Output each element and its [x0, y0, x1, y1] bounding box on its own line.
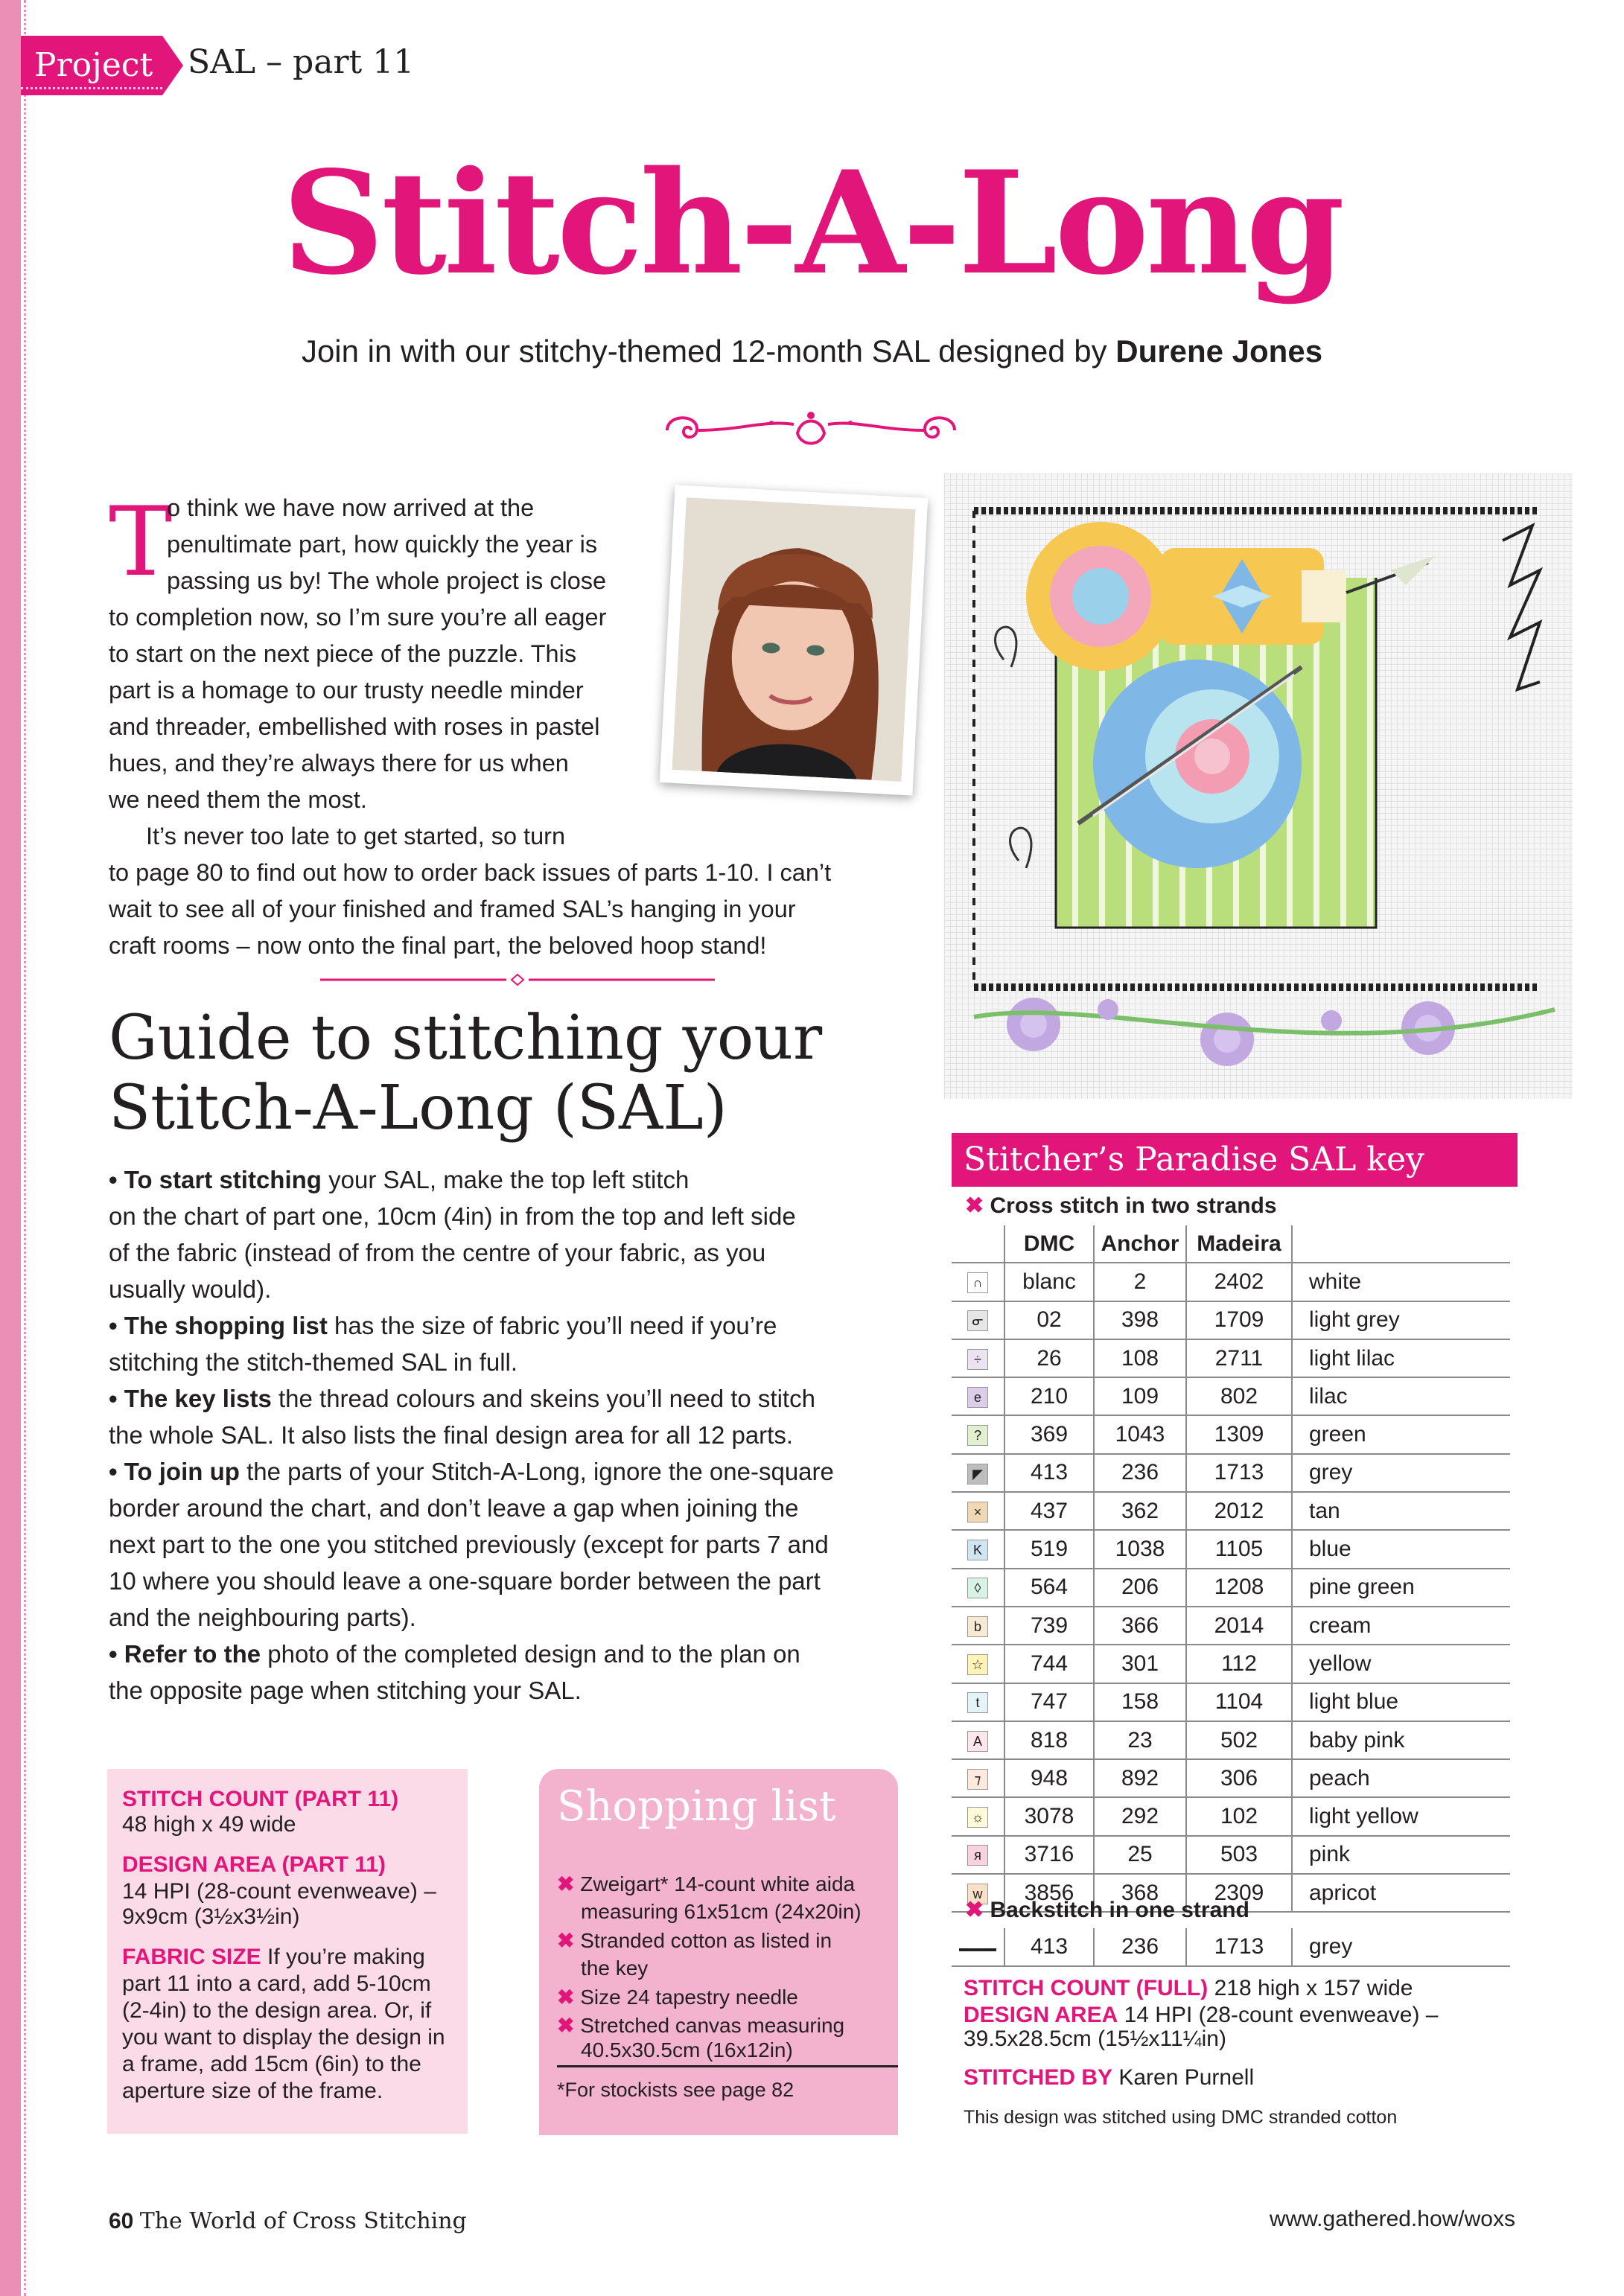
line-symbol: [959, 1946, 996, 1954]
guide-line: [109, 1275, 271, 1304]
colour-name-cell: light blue: [1292, 1683, 1510, 1721]
table-row: [952, 1415, 1510, 1453]
strapline-text: Join in with our stitchy-themed 12-month SAL designed by: [301, 334, 1116, 369]
guide-line: [109, 1677, 582, 1705]
anchor-cell: 109: [1094, 1377, 1186, 1415]
stitch-count-value: 48 high x 49 wide: [122, 1812, 296, 1837]
shopping-item: [557, 1928, 832, 1953]
guide-text: on the chart of part one, 10cm (4in) in from the top and left side: [109, 1202, 796, 1230]
table-row: [952, 1263, 1510, 1301]
symbol-cell: [952, 1530, 1004, 1568]
dmc-cell: blanc: [1004, 1263, 1094, 1301]
colour-name-cell: baby pink: [1292, 1721, 1510, 1759]
symbol-column-header: [952, 1225, 1004, 1263]
madeira-cell: 503: [1186, 1836, 1292, 1874]
shopping-item-text: the key: [581, 1957, 649, 1980]
cross-stitch-label-text: Cross stitch in two strands: [990, 1193, 1277, 1218]
chart-symbol-icon: ⁊: [967, 1769, 988, 1790]
dmc-cell: 437: [1004, 1492, 1094, 1530]
symbol-cell: [952, 1263, 1004, 1301]
table-row: [952, 1759, 1510, 1797]
anchor-column-header: Anchor: [1094, 1225, 1186, 1263]
guide-line: [109, 1348, 518, 1377]
shopping-item-text: 40.5x30.5cm (16x12in): [581, 2038, 793, 2061]
colour-name-cell: cream: [1292, 1607, 1510, 1645]
symbol-cell: [952, 1607, 1004, 1645]
stitch-count-label: STITCH COUNT (PART 11): [122, 1787, 399, 1811]
anchor-cell: 2: [1094, 1263, 1186, 1301]
chart-symbol-icon: я: [967, 1845, 988, 1866]
dmc-cell: 564: [1004, 1569, 1094, 1607]
madeira-column-header: Madeira: [1186, 1225, 1292, 1263]
guide-text: the parts of your Stitch-A-Long, ignore the one-square: [239, 1458, 834, 1485]
guide-line: [109, 1604, 416, 1632]
colour-name-cell: peach: [1292, 1759, 1510, 1797]
fabric-size-text: (2-4in) to the design area. Or, if: [122, 1998, 432, 2023]
fabric-size-text: a frame, add 15cm (6in) to the: [122, 2052, 421, 2076]
guide-line: [109, 1202, 796, 1231]
guide-line: [109, 1385, 815, 1413]
table-row: [952, 1928, 1510, 1966]
guide-bold: • The key lists: [109, 1385, 272, 1412]
intro-line: hues, and they’re always there for us when: [109, 750, 569, 777]
fabric-size-text: you want to display the design in: [122, 2025, 445, 2050]
guide-bold: • Refer to the: [109, 1640, 261, 1668]
symbol-cell: [952, 1683, 1004, 1721]
chart-symbol-icon: ∩: [967, 1272, 988, 1293]
chart-symbol-icon: w: [967, 1884, 988, 1904]
shopping-item-text: Stretched canvas measuring: [580, 2014, 845, 2037]
symbol-cell: [952, 1415, 1004, 1453]
backstitch-table: [952, 1928, 1510, 1967]
table-row: [952, 1377, 1510, 1415]
table-row: [952, 1836, 1510, 1874]
shopping-item-text: Zweigart* 14-count white aida: [580, 1872, 856, 1895]
colour-name-cell: pink: [1292, 1836, 1510, 1874]
table-row: [952, 1569, 1510, 1607]
anchor-cell: 292: [1094, 1797, 1186, 1835]
symbol-cell: [952, 1721, 1004, 1759]
colour-name-cell: blue: [1292, 1530, 1510, 1568]
guide-text: the opposite page when stitching your SAL.: [109, 1677, 582, 1704]
shopping-item: [557, 1985, 798, 2009]
key-header-row: [952, 1225, 1510, 1263]
madeira-cell: 1709: [1186, 1301, 1292, 1339]
symbol-cell: [952, 1454, 1004, 1492]
fabric-size-label: FABRIC SIZE: [122, 1945, 261, 1969]
name-column-header: [1292, 1225, 1510, 1263]
dmc-cell: 739: [1004, 1607, 1094, 1645]
table-row: [952, 1492, 1510, 1530]
colour-name-cell: light grey: [1292, 1301, 1510, 1339]
design-note: This design was stitched using DMC stranded cotton: [964, 2107, 1398, 2128]
stockists-note: *For stockists see page 82: [557, 2079, 795, 2101]
symbol-cell: [952, 1377, 1004, 1415]
backstitch-label: [965, 1897, 1249, 1923]
madeira-cell: 112: [1186, 1645, 1292, 1683]
anchor-cell: 362: [1094, 1492, 1186, 1530]
madeira-cell: 802: [1186, 1377, 1292, 1415]
chart-symbol-icon: t: [967, 1692, 988, 1713]
guide-line: [109, 1531, 829, 1559]
anchor-cell: 158: [1094, 1683, 1186, 1721]
guide-text: border around the chart, and don’t leave a gap when joining the: [109, 1494, 799, 1522]
chart-symbol-icon: A: [967, 1731, 988, 1752]
intro-line: part is a homage to our trusty needle minder: [109, 677, 584, 704]
guide-text: and the neighbouring parts).: [109, 1604, 416, 1631]
guide-line: [109, 1640, 800, 1668]
colour-name-cell: pine green: [1292, 1569, 1510, 1607]
madeira-cell: 2711: [1186, 1339, 1292, 1377]
guide-text: next part to the one you stitched previously (except for parts 7 and: [109, 1531, 829, 1558]
intro-line: wait to see all of your finished and framed SAL’s hanging in your: [109, 896, 796, 922]
guide-heading-line: Guide to stitching your: [109, 1003, 823, 1074]
anchor-cell: 301: [1094, 1645, 1186, 1683]
guide-text: usually would).: [109, 1275, 272, 1303]
page-folio: [109, 2208, 467, 2234]
strapline-author: Durene Jones: [1115, 334, 1323, 369]
tab-stitch-line: [21, 87, 162, 89]
magazine-name: The World of Cross Stitching: [139, 2208, 467, 2234]
madeira-cell: 1208: [1186, 1569, 1292, 1607]
madeira-cell: 1713: [1186, 1454, 1292, 1492]
table-row: [952, 1339, 1510, 1377]
intro-line: we need them the most.: [109, 786, 367, 813]
dmc-cell: 744: [1004, 1645, 1094, 1683]
guide-line: [109, 1494, 799, 1522]
flourish-ornament: [652, 408, 969, 453]
madeira-cell: 2014: [1186, 1607, 1292, 1645]
cross-bullet-icon: ✖: [557, 1872, 575, 1895]
anchor-cell: 1038: [1094, 1530, 1186, 1568]
guide-text: the thread colours and skeins you’ll need to stitch: [271, 1385, 815, 1412]
symbol-cell: [952, 1645, 1004, 1683]
guide-bold: • The shopping list: [109, 1312, 328, 1339]
chart-symbol-icon: ×: [967, 1502, 988, 1522]
chart-symbol-icon: ◊: [967, 1578, 988, 1598]
table-row: [952, 1721, 1510, 1759]
key-heading: Stitcher’s Paradise SAL key: [952, 1133, 1518, 1187]
madeira-cell: 2309: [1186, 1874, 1292, 1912]
guide-line: [109, 1567, 821, 1595]
anchor-cell: 108: [1094, 1339, 1186, 1377]
symbol-cell: [952, 1569, 1004, 1607]
dmc-cell: 26: [1004, 1339, 1094, 1377]
colour-name-cell: lilac: [1292, 1377, 1510, 1415]
shopping-item: [557, 1872, 855, 1896]
chart-symbol-icon: ᓂ: [967, 1310, 988, 1331]
intro-line: It’s never too late to get started, so turn: [146, 823, 566, 849]
dmc-cell: 413: [1004, 1928, 1094, 1966]
symbol-cell: [952, 1301, 1004, 1339]
fabric-size-line: [122, 1945, 425, 1970]
intro-line: passing us by! The whole project is close: [167, 567, 607, 594]
stitched-by-label: STITCHED BY: [964, 2065, 1113, 2090]
design-area-value: 14 HPI (28-count evenweave) –: [122, 1879, 436, 1904]
dmc-cell: 3078: [1004, 1797, 1094, 1835]
strapline: [0, 334, 1624, 369]
madeira-cell: 1713: [1186, 1928, 1292, 1966]
table-row: [952, 1645, 1510, 1683]
full-design-area-value: 39.5x28.5cm (15½x11¼in): [964, 2026, 1226, 2051]
intro-line: penultimate part, how quickly the year is: [167, 531, 598, 558]
dmc-cell: 3716: [1004, 1836, 1094, 1874]
cross-bullet-icon: ✖: [557, 1929, 575, 1952]
chart-symbol-icon: ☼: [967, 1807, 988, 1828]
section-tab: [21, 36, 162, 95]
guide-text: of the fabric (instead of from the centre of your fabric, as you: [109, 1239, 766, 1266]
shopping-list-box: [539, 1769, 898, 2135]
full-design-area-value: 14 HPI (28-count evenweave) –: [1118, 2003, 1439, 2027]
dmc-cell: 02: [1004, 1301, 1094, 1339]
colour-name-cell: light yellow: [1292, 1797, 1510, 1835]
anchor-cell: 1043: [1094, 1415, 1186, 1453]
table-row: [952, 1607, 1510, 1645]
table-row: [952, 1797, 1510, 1835]
intro-line: to page 80 to find out how to order back issues of parts 1-10. I can’t: [109, 859, 832, 886]
page-number: 60: [109, 2209, 134, 2233]
full-stitch-count-value: 218 high x 157 wide: [1208, 1976, 1413, 2000]
colour-name-cell: apricot: [1292, 1874, 1510, 1912]
shopping-rule: [557, 2065, 898, 2067]
anchor-cell: 368: [1094, 1874, 1186, 1912]
stitched-design-photo: [944, 473, 1573, 1099]
anchor-cell: 23: [1094, 1721, 1186, 1759]
guide-line: [109, 1239, 765, 1267]
chart-symbol-icon: ÷: [967, 1349, 988, 1370]
design-area-value: 9x9cm (3½x3½in): [122, 1904, 300, 1929]
cross-bullet-icon: ✖: [965, 1898, 984, 1922]
guide-heading-line: Stitch-A-Long (SAL): [109, 1073, 727, 1144]
anchor-cell: 892: [1094, 1759, 1186, 1797]
drop-cap: T: [109, 487, 173, 598]
chart-symbol-icon: ?: [967, 1425, 988, 1446]
colour-name-cell: grey: [1292, 1454, 1510, 1492]
anchor-cell: 25: [1094, 1836, 1186, 1874]
table-row: [952, 1454, 1510, 1492]
section-divider: [320, 972, 715, 987]
dmc-cell: 413: [1004, 1454, 1094, 1492]
dmc-cell: 519: [1004, 1530, 1094, 1568]
symbol-cell: [952, 1492, 1004, 1530]
guide-text: your SAL, make the top left stitch: [321, 1166, 690, 1193]
shopping-list-title: Shopping list: [557, 1782, 836, 1831]
fabric-size-text: If you’re making: [261, 1945, 425, 1969]
chart-symbol-icon: b: [967, 1616, 988, 1637]
guide-text: the whole SAL. It also lists the final design area for all 12 parts.: [109, 1421, 794, 1449]
cross-bullet-icon: ✖: [557, 1986, 575, 2009]
symbol-cell: [952, 1836, 1004, 1874]
full-design-area-label: DESIGN AREA: [964, 2003, 1118, 2027]
madeira-cell: 2012: [1186, 1492, 1292, 1530]
cross-bullet-icon: ✖: [557, 2014, 575, 2037]
intro-line: to completion now, so I’m sure you’re all eager: [109, 604, 607, 631]
colour-name-cell: green: [1292, 1415, 1510, 1453]
anchor-cell: 206: [1094, 1569, 1186, 1607]
guide-line: [109, 1312, 777, 1340]
madeira-cell: 306: [1186, 1759, 1292, 1797]
guide-heading: [109, 1004, 822, 1144]
full-stitch-count-line: [964, 1976, 1413, 2001]
website-url: www.gathered.how/woxs: [1269, 2207, 1515, 2231]
fabric-size-text: aperture size of the frame.: [122, 2079, 383, 2103]
madeira-cell: 502: [1186, 1721, 1292, 1759]
chart-symbol-icon: e: [967, 1387, 988, 1408]
table-row: [952, 1530, 1510, 1568]
part-stitch-count-box: [107, 1769, 468, 2134]
madeira-cell: 102: [1186, 1797, 1292, 1835]
intro-line: and threader, embellished with roses in pastel: [109, 713, 600, 740]
madeira-cell: 1105: [1186, 1530, 1292, 1568]
anchor-cell: 398: [1094, 1301, 1186, 1339]
guide-line: [109, 1166, 689, 1194]
anchor-cell: 366: [1094, 1607, 1186, 1645]
guide-bold: • To start stitching: [109, 1166, 322, 1193]
chart-symbol-icon: K: [967, 1540, 988, 1560]
guide-line: [109, 1458, 834, 1486]
shopping-item-text: Size 24 tapestry needle: [580, 1986, 798, 2009]
fabric-size-text: part 11 into a card, add 5-10cm: [122, 1971, 431, 1996]
colour-name-cell: light lilac: [1292, 1339, 1510, 1377]
chart-symbol-icon: ◤: [967, 1464, 988, 1485]
stitched-by-value: Karen Purnell: [1112, 2065, 1255, 2090]
shopping-item: [557, 2013, 844, 2038]
anchor-cell: 236: [1094, 1454, 1186, 1492]
dmc-cell: 818: [1004, 1721, 1094, 1759]
table-row: [952, 1301, 1510, 1339]
colour-name-cell: grey: [1292, 1928, 1510, 1966]
intro-line: craft rooms – now onto the final part, the beloved hoop stand!: [109, 932, 767, 959]
portrait-illustration: [672, 497, 916, 782]
symbol-cell: [952, 1797, 1004, 1835]
guide-text: 10 where you should leave a one-square border between the part: [109, 1567, 821, 1595]
dmc-cell: 3856: [1004, 1874, 1094, 1912]
full-stitch-count-label: STITCH COUNT (FULL): [964, 1976, 1209, 2000]
guide-bold: • To join up: [109, 1458, 240, 1485]
dmc-column-header: DMC: [1004, 1225, 1094, 1263]
anchor-cell: 236: [1094, 1928, 1186, 1966]
dmc-cell: 948: [1004, 1759, 1094, 1797]
table-row: [952, 1683, 1510, 1721]
dmc-cell: 210: [1004, 1377, 1094, 1415]
madeira-cell: 2402: [1186, 1263, 1292, 1301]
guide-text: photo of the completed design and to the plan on: [261, 1640, 800, 1668]
intro-line: o think we have now arrived at the: [167, 494, 535, 521]
shopping-item-text: measuring 61x51cm (24x20in): [581, 1900, 862, 1923]
shopping-item-text: Stranded cotton as listed in: [580, 1929, 832, 1952]
dmc-cell: 747: [1004, 1683, 1094, 1721]
guide-text: has the size of fabric you’ll need if you’re: [327, 1312, 777, 1339]
stitched-by-line: [964, 2065, 1254, 2091]
dmc-cell: 369: [1004, 1415, 1094, 1453]
guide-text: stitching the stitch-themed SAL in full.: [109, 1348, 518, 1376]
madeira-cell: 1309: [1186, 1415, 1292, 1453]
cross-stitch-label: [965, 1193, 1277, 1219]
colour-name-cell: yellow: [1292, 1645, 1510, 1683]
colour-name-cell: white: [1292, 1263, 1510, 1301]
full-design-area-line: [964, 2003, 1439, 2028]
backstitch-label-text: Backstitch in one strand: [990, 1898, 1249, 1922]
section-tab-label: Project: [34, 46, 153, 84]
intro-line: to start on the next piece of the puzzle. This: [109, 640, 577, 667]
chart-symbol-icon: ☆: [967, 1654, 988, 1675]
thread-key-table: [952, 1225, 1510, 1913]
section-subtitle: SAL – part 11: [188, 43, 415, 81]
portrait-image: [672, 497, 916, 782]
colour-name-cell: tan: [1292, 1492, 1510, 1530]
designer-portrait-photo: [660, 485, 928, 795]
symbol-cell: [952, 1759, 1004, 1797]
madeira-cell: 1104: [1186, 1683, 1292, 1721]
symbol-cell: [952, 1339, 1004, 1377]
page-title: Stitch-A-Long: [281, 140, 1343, 306]
backstitch-line-icon: [952, 1928, 1004, 1966]
cross-bullet-icon: ✖: [965, 1193, 984, 1218]
design-area-label: DESIGN AREA (PART 11): [122, 1852, 386, 1877]
guide-line: [109, 1421, 793, 1450]
